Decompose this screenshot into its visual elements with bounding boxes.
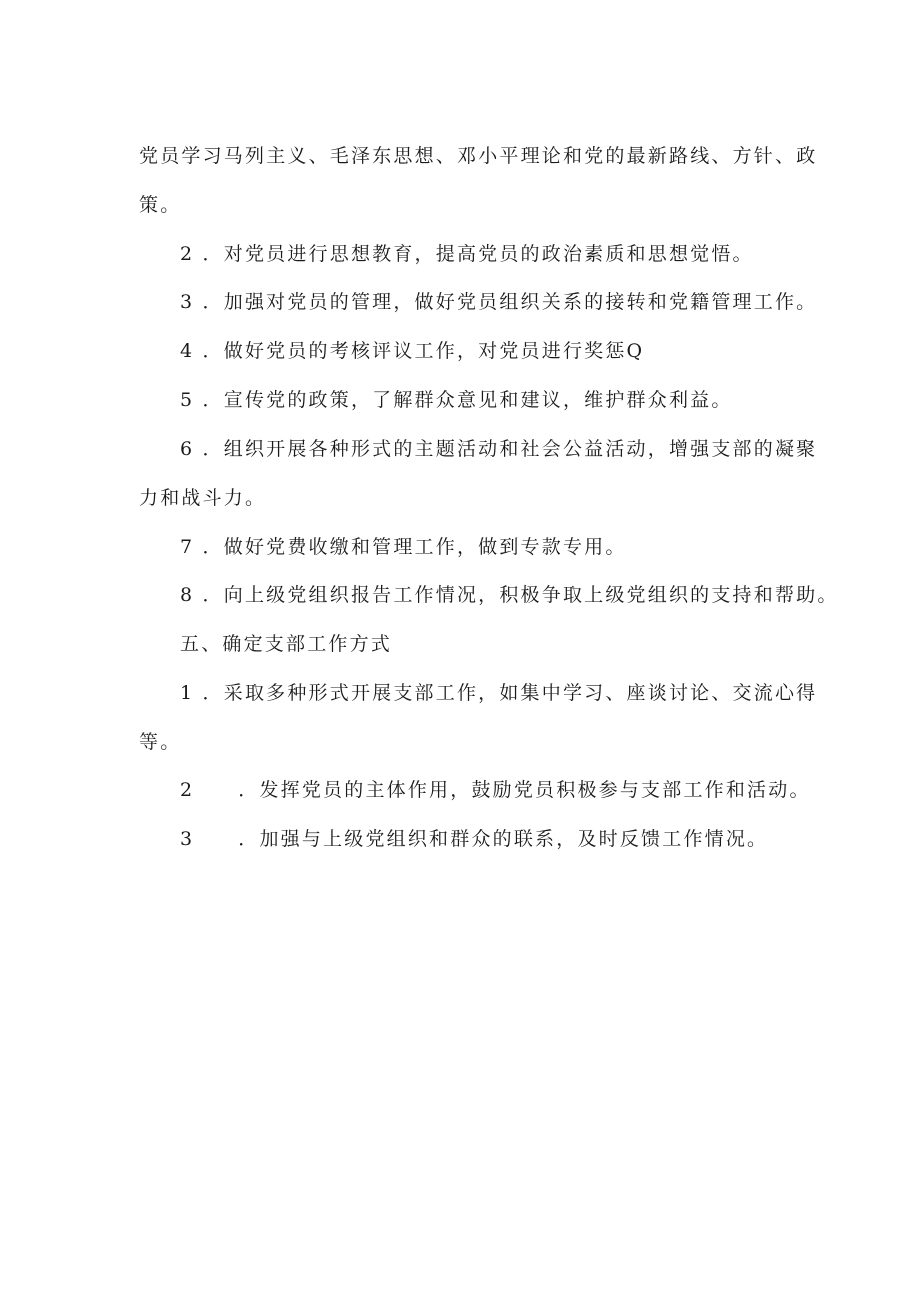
item-text: ．加强对党员的管理，做好党员组织关系的接转和党籍管理工作。 [202, 291, 818, 313]
item-number: 7 [180, 536, 195, 558]
list-item [180, 535, 627, 559]
paragraph-line [139, 144, 817, 168]
item-number: 8 [180, 584, 195, 606]
paragraph-line [139, 730, 181, 754]
section-heading-text: 五、确定支部工作方式 [180, 633, 393, 655]
item-number: 6 [180, 438, 195, 460]
item-text: ．加强与上级党组织和群众的联系，及时反馈工作情况。 [238, 828, 769, 850]
item-number: 3 [180, 291, 195, 313]
list-item [180, 437, 817, 461]
item-text: ．采取多种形式开展支部工作，如集中学习、座谈讨论、交流心得 [202, 682, 818, 704]
list-item [180, 583, 839, 607]
item-text: ．宣传党的政策，了解群众意见和建议，维护群众利益。 [202, 389, 733, 411]
list-item [180, 290, 817, 314]
paragraph-text: 策。 [139, 194, 182, 216]
paragraph-text: 党员学习马列主义、毛泽东思想、邓小平理论和党的最新路线、方针、政 [139, 145, 818, 167]
item-number: 4 [180, 340, 195, 362]
paragraph-line [139, 193, 181, 217]
list-item [180, 778, 811, 802]
item-text: ．组织开展各种形式的主题活动和社会公益活动，增强支部的凝聚 [202, 438, 818, 460]
item-number: 5 [180, 389, 195, 411]
list-item [180, 827, 768, 851]
item-number: 1 [180, 682, 195, 704]
item-number: 2 [180, 243, 195, 265]
section-heading [180, 632, 392, 656]
item-text: ．做好党费收缴和管理工作，做到专款专用。 [202, 536, 627, 558]
list-item [180, 681, 817, 705]
item-text: ．对党员进行思想教育，提高党员的政治素质和思想觉悟。 [202, 243, 754, 265]
list-item [180, 339, 644, 363]
list-item [180, 242, 754, 266]
item-text: ．向上级党组织报告工作情况，积极争取上级党组织的支持和帮助。 [202, 584, 839, 606]
paragraph-line [139, 486, 266, 510]
item-text: ．做好党员的考核评议工作，对党员进行奖惩Q [202, 340, 645, 362]
item-text: ．发挥党员的主体作用，鼓励党员积极参与支部工作和活动。 [238, 779, 811, 801]
item-number: 2 [180, 779, 195, 801]
item-number: 3 [180, 828, 195, 850]
paragraph-text: 等。 [139, 731, 182, 753]
list-item [180, 388, 733, 412]
paragraph-text: 力和战斗力。 [139, 487, 267, 509]
